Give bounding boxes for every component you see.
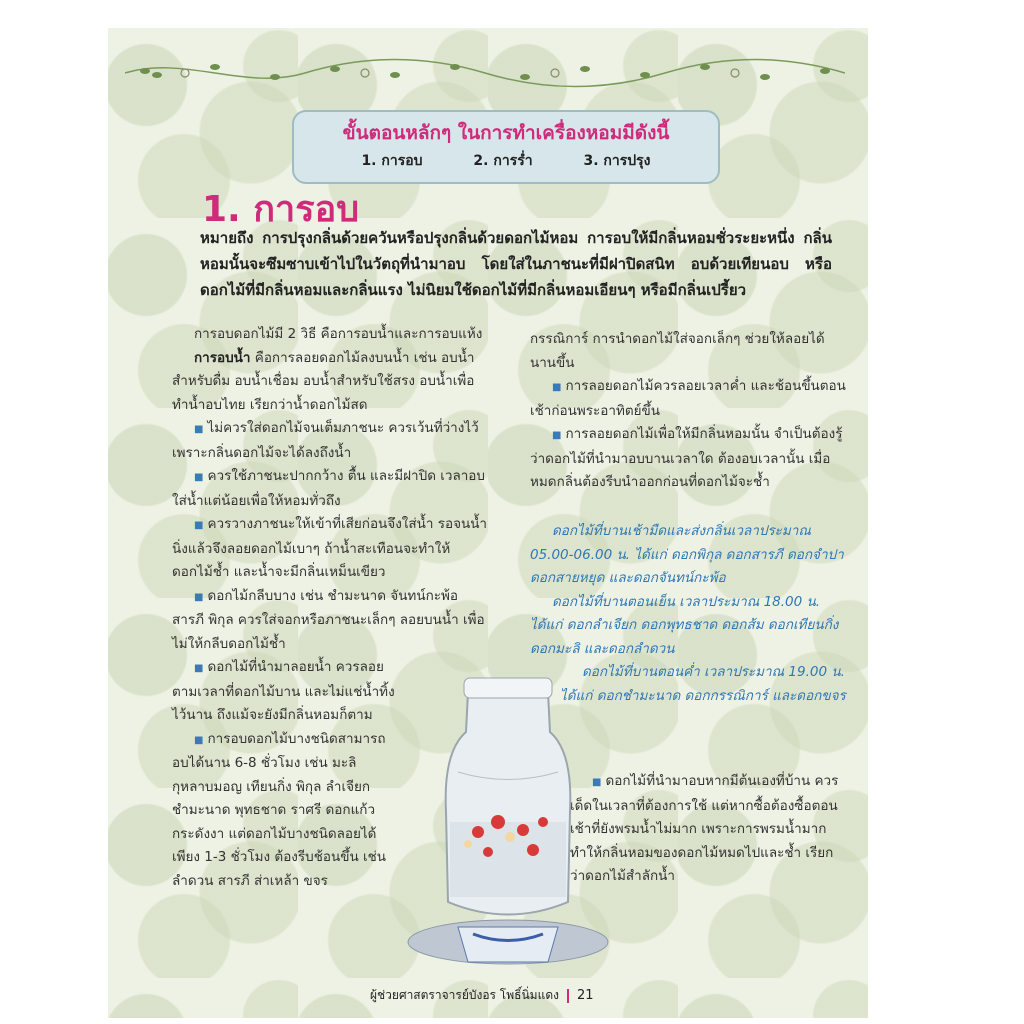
list-item: ■ ดอกไม้ที่นำมาลอยน้ำ ควรลอยตามเวลาที่ดอกไม้บาน และไม่แช่น้ำทิ้งไว้นาน ถึงแม้จะยังมีกลิ่นหอมก็ตาม — [172, 659, 395, 723]
bullet-square-icon: ■ — [194, 734, 204, 746]
footer-author: ผู้ช่วยศาสตราจารย์บังอร โพธิ์นิ่มแดง — [370, 988, 559, 1002]
steps-list — [294, 150, 718, 172]
list-item: ■ ควรวางภาชนะให้เข้าที่เสียก่อนจึงใส่น้ำ รอจนน้ำนิ่งแล้วจึงลอยดอกไม้เบาๆ ถ้าน้ำสะเทือนจะทำให้ดอกไม้ช้ำ และน้ำจะมีกลิ่นเหม็นเขียว — [172, 516, 488, 580]
glass-jar-image — [398, 672, 618, 972]
step-item: 3. การปรุง — [583, 153, 651, 169]
step-item: 2. การร่ำ — [473, 153, 533, 169]
water-text: คือการลอยดอกไม้ลงบนน้ำ เช่น อบน้ำสำหรับดื่ม อบน้ำเชื่อม อบน้ำสำหรับใช้สรง อบน้ำเพื่อทำน้ำอบไทย เรียกว่าน้ำดอกไม้สด — [172, 349, 475, 413]
bloom-time-item: ดอกไม้ที่บานตอนเย็น เวลาประมาณ 18.00 น. ได้แก่ ดอกลำเจียก ดอกพุทธชาด ดอกส้ม ดอกเทียนกิ่ง ดอกมะลิ และดอกลำดวน — [530, 593, 839, 657]
bullet-square-icon: ■ — [552, 430, 562, 441]
list-item: ■ การลอยดอกไม้เพื่อให้มีกลิ่นหอมนั้น จำเป็นต้องรู้ว่าดอกไม้ที่นำมาอบบานเวลาใด ต้องอบเวลานั้น เมื่อหมดกลิ่นต้องรีบนำออกก่อนที่ดอกไม้จะช้ำ — [530, 426, 843, 490]
bloom-time-item: ดอกไม้ที่บานตอนค่ำ เวลาประมาณ 19.00 น. ได้แก่ ดอกชำมะนาด ดอกกรรณิการ์ และดอกขจร — [560, 664, 846, 704]
steps-title-box — [292, 110, 720, 184]
steps-title: ขั้นตอนหลักๆ ในการทำเครื่องหอมมีดังนี้ — [342, 122, 670, 144]
water-title: การอบน้ำ — [194, 349, 251, 366]
list-item: ■ ไม่ควรใส่ดอกไม้จนเต็มภาชนะ ควรเว้นที่ว่างไว้ เพราะกลิ่นดอกไม้จะได้ลงถึงน้ำ — [172, 420, 479, 461]
list-item: ■ การอบดอกไม้บางชนิดสามารถอบได้นาน 6-8 ชั่วโมง เช่น มะลิ กุหลาบมอญ เทียนกิ่ง พิกุล ลำเจียก ชำมะนาด พุทธชาด ราศรี ดอกแก้ว กระดังงา แต่ดอกไม้บางชนิดลอยได้เพียง 1-3 ชั่วโมง ต้องรีบช้อนขึ้น เช่น ลำดวน สารภี ส่าเหล้า ขจร — [172, 730, 386, 889]
vine-ornament-icon — [125, 55, 845, 91]
section-definition: หมายถึง การปรุงกลิ่นด้วยควันหรือปรุงกลิ่นด้วยดอกไม้หอม การอบให้มีกลิ่นหอมชั่วระยะหนึ่ง กลิ่นหอมนั้นจะซึมซาบเข้าไปในวัตถุที่นำมาอบ โดยใส่ในภาชนะที่มีฝาปิดสนิท อบด้วยเทียนอบ หรือดอกไม้ที่มีกลิ่นหอมและกลิ่นแรง ไม่นิยมใช้ดอกไม้ที่มีกลิ่นหอมเอียนๆ หรือมีกลิ่นเปรี้ยว — [200, 229, 832, 299]
bloom-time-item: ดอกไม้ที่บานเช้ามืดและส่งกลิ่นเวลาประมาณ 05.00-06.00 น. ได้แก่ ดอกพิกุล ดอกสารภี ดอกจำปา ดอกสายหยุด และดอกจันทน์กะพ้อ — [530, 523, 844, 586]
bullet-square-icon: ■ — [194, 591, 204, 603]
bullet-square-icon: ■ — [194, 520, 204, 531]
footer-divider — [567, 989, 569, 1003]
list-item: ■ ควรใช้ภาชนะปากกว้าง ตื้น และมีฝาปิด เวลาอบใส่น้ำแต่น้อยเพื่อให้หอมทั่วถึง — [172, 468, 485, 509]
water-paragraph — [172, 347, 488, 418]
step-item: 1. การอบ — [361, 153, 423, 169]
bullet-square-icon: ■ — [194, 663, 204, 674]
note-paragraph: ■ ดอกไม้ที่นำมาอบหากมีต้นเองที่บ้าน ควรเด็ดในเวลาที่ต้องการใช้ แต่หากซื้อต้องซื้อตอนเช้าที่ยังพรมน้ำไม่มาก เพราะการพรมน้ำมากทำให้กลิ่นหอมของดอกไม้หมดไปและช้ำ เรียกว่าดอกไม้สำลักน้ำ — [570, 773, 839, 884]
bullet-square-icon: ■ — [194, 424, 204, 435]
bullet-square-icon: ■ — [592, 777, 602, 788]
list-item: ■ ดอกไม้กลีบบาง เช่น ชำมะนาด จันทน์กะพ้อ สารภี พิกุล ควรใส่จอกหรือภาชนะเล็กๆ ลอยบนน้ำ เพื่อไม่ให้กลีบดอกไม้ช้ำ — [172, 587, 485, 652]
bullet-square-icon: ■ — [194, 472, 204, 483]
right-column — [530, 328, 850, 495]
continued-paragraph: กรรณิการ์ การนำดอกไม้ใส่จอกเล็กๆ ช่วยให้ลอยได้นานขึ้น — [530, 331, 825, 371]
list-item: ■ การลอยดอกไม้ควรลอยเวลาค่ำ และช้อนขึ้นตอนเช้าก่อนพระอาทิตย์ขึ้น — [530, 378, 846, 419]
intro-paragraph: การอบดอกไม้มี 2 วิธี คือการอบน้ำและการอบแห้ง — [194, 326, 483, 342]
bullet-square-icon: ■ — [552, 382, 562, 393]
page-number: 21 — [576, 988, 594, 1003]
page-footer — [370, 986, 594, 1005]
section-heading: 1. การอบ — [202, 189, 360, 230]
